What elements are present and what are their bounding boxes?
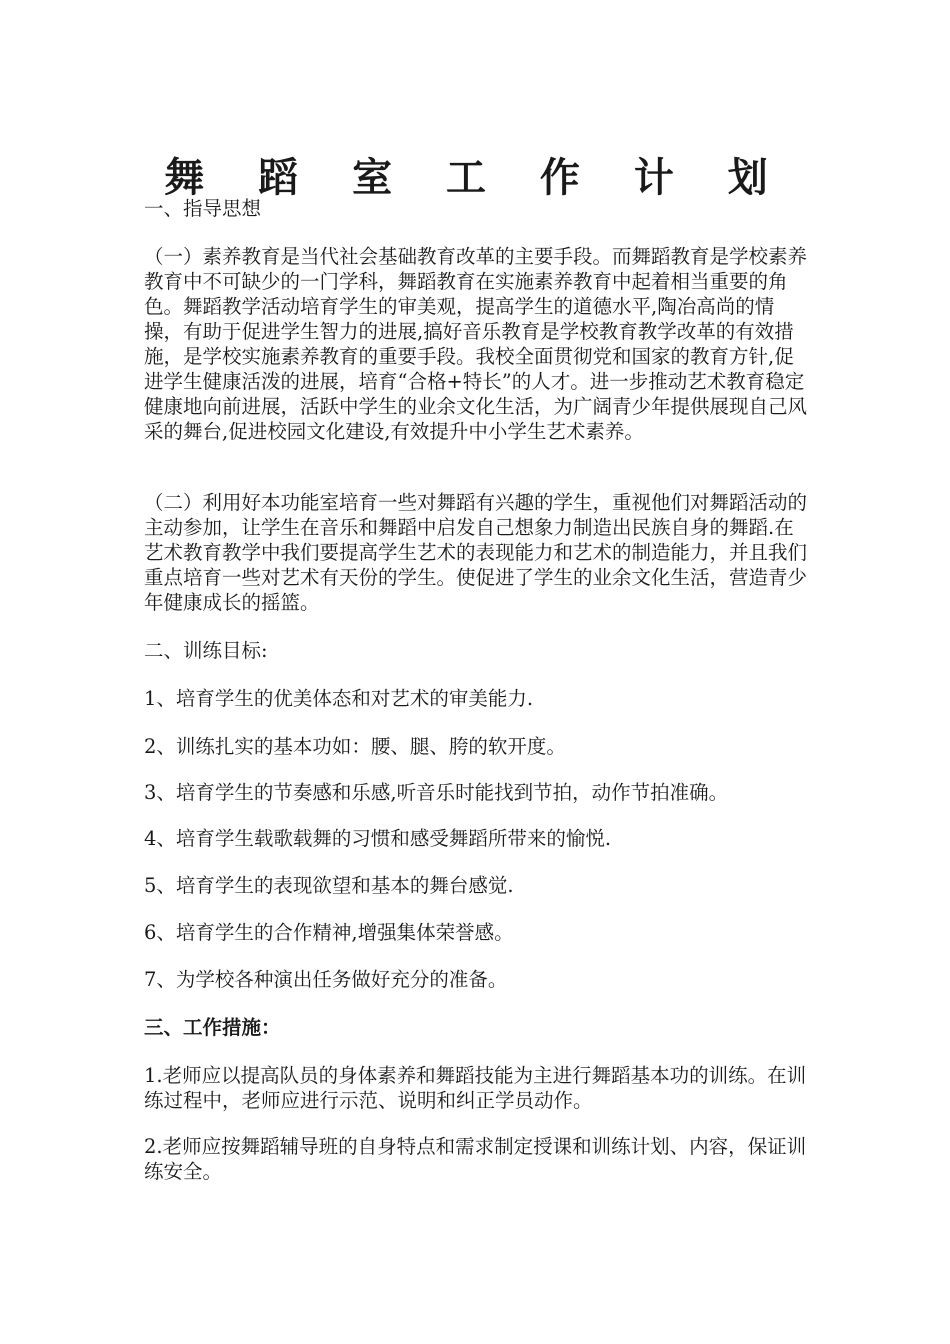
paragraph-guiding-thought-2: （二）利用好本功能室培育一些对舞蹈有兴趣的学生，重视他们对舞蹈活动的主动参加，让学生在音乐和舞蹈中启发自己想象力制造出民族自身的舞蹈.在艺术教育教学中我们要提高学生艺术的表现能力和艺术的制造能力，并且我们重点培育一些对艺术有天份的学生。使促进了学生的业余文化生活，营造青少年健康成长的摇篮。 <box>144 491 808 614</box>
section-heading-work-measures: 三、工作措施： <box>144 1016 281 1039</box>
measure-item-2: 2.老师应按舞蹈辅导班的自身特点和需求制定授课和训练计划、内容，保证训练安全。 <box>144 1135 807 1183</box>
section-heading-guiding-thought: 一、指导思想 <box>144 197 262 220</box>
goal-item-6: 6、培育学生的合作精神,增强集体荣誉感。 <box>144 921 514 944</box>
goal-item-2: 2、训练扎实的基本功如：腰、腿、胯的软开度。 <box>144 735 566 758</box>
document-title: 舞 蹈 室 工 作 计 划 <box>164 154 788 201</box>
measure-item-1: 1.老师应以提高队员的身体素养和舞蹈技能为主进行舞蹈基本功的训练。在训练过程中，老师应进行示范、说明和纠正学员动作。 <box>144 1064 807 1112</box>
section-heading-training-goals: 二、训练目标: <box>144 639 268 662</box>
goal-item-5: 5、培育学生的表现欲望和基本的舞台感觉. <box>144 874 514 897</box>
goal-item-4: 4、培育学生载歌载舞的习惯和感受舞蹈所带来的愉悦. <box>144 827 612 850</box>
paragraph-guiding-thought-1: （一）素养教育是当代社会基础教育改革的主要手段。而舞蹈教育是学校素养教育中不可缺少的一门学科，舞蹈教育在实施素养教育中起着相当重要的角色。舞蹈教学活动培育学生的审美观，提高学生的道德水平,陶冶高尚的情操，有助于促进学生智力的进展,搞好音乐教育是学校教育教学改革的有效措施，是学校实施素养教育的重要手段。我校全面贯彻党和国家的教育方针,促进学生健康活泼的进展，培育“合格+特长”的人才。进一步推动艺术教育稳定健康地向前进展，活跃中学生的业余文化生活，为广阔青少年提供展现自己风采的舞台,促进校园文化建设,有效提升中小学生艺术素养。 <box>144 245 808 443</box>
goal-item-1: 1、培育学生的优美体态和对艺术的审美能力. <box>144 687 534 710</box>
goal-item-7: 7、为学校各种演出任务做好充分的准备。 <box>144 968 508 991</box>
goal-item-3: 3、培育学生的节奏感和乐感,听音乐时能找到节拍，动作节拍准确。 <box>144 781 729 804</box>
